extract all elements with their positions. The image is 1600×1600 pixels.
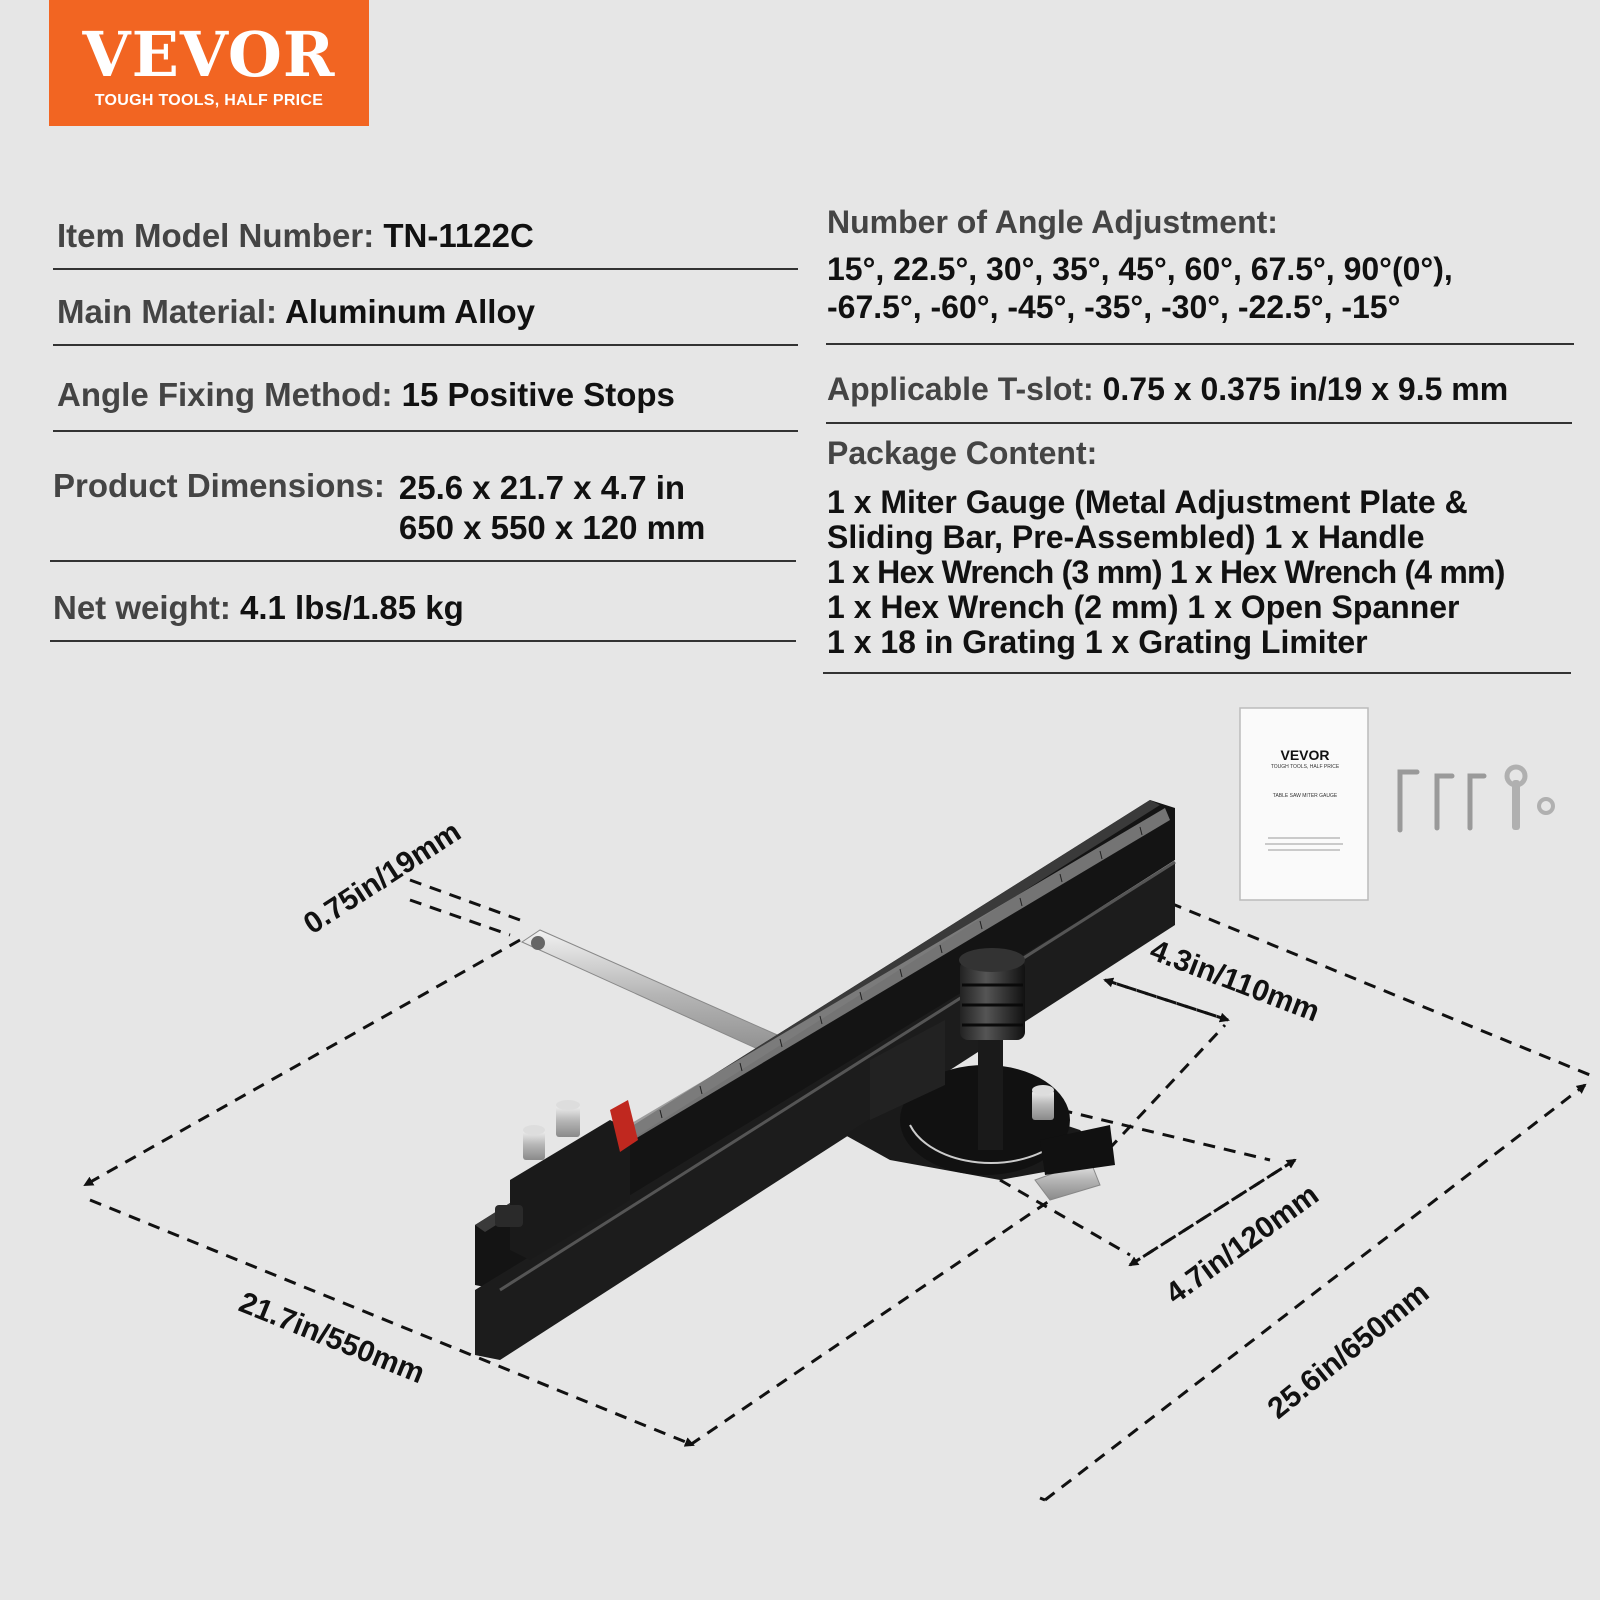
manual-title: TABLE SAW MITER GAUGE	[1272, 793, 1338, 799]
logo-tagline: TOUGH TOOLS, HALF PRICE	[94, 92, 324, 109]
spec-material-value: Aluminum Alloy	[285, 293, 535, 330]
package-line-4: 1 x Hex Wrench (2 mm) 1 x Open Spanner	[827, 589, 1460, 625]
dim-line-length-start	[1040, 1498, 1045, 1500]
spec-tslot-label: Applicable T-slot:	[827, 371, 1094, 407]
dim-label-height: 4.7in/120mm	[1159, 1178, 1325, 1311]
package-line-3: 1 x Hex Wrench (3 mm) 1 x Hex Wrench (4 mm)	[827, 554, 1505, 590]
fence-rail	[475, 800, 1175, 1360]
package-line-2: Sliding Bar, Pre-Assembled) 1 x Handle	[827, 519, 1425, 555]
spec-angles-label: Number of Angle Adjustment:	[827, 204, 1278, 240]
dim-line-front	[690, 1180, 1080, 1445]
spec-angle-fixing-value: 15 Positive Stops	[401, 376, 675, 413]
spec-material-label: Main Material:	[57, 293, 278, 330]
spec-dimensions-label: Product Dimensions:	[53, 467, 385, 504]
dim-line-bar-bottom	[410, 900, 510, 935]
instruction-manual	[1240, 708, 1368, 900]
spec-weight-label: Net weight:	[53, 589, 231, 626]
spec-package-label: Package Content:	[827, 435, 1098, 471]
hex-wrenches	[1400, 772, 1484, 830]
logo-brand: VEVOR	[82, 18, 336, 91]
package-line-5: 1 x 18 in Grating 1 x Grating Limiter	[827, 624, 1368, 660]
manual-brand: VEVOR	[1280, 747, 1330, 763]
dim-label-depth: 4.3in/110mm	[1145, 933, 1324, 1029]
dim-label-bar-width: 0.75in/19mm	[297, 815, 467, 941]
package-line-1: 1 x Miter Gauge (Metal Adjustment Plate &	[827, 484, 1468, 520]
dim-line-left-back	[85, 940, 520, 1185]
spec-angles-line-2: -67.5°, -60°, -45°, -35°, -30°, -22.5°, -15°	[827, 289, 1401, 325]
dim-line-bar-top	[410, 880, 520, 920]
spec-angle-fixing-label: Angle Fixing Method:	[57, 376, 393, 413]
spec-weight-value: 4.1 lbs/1.85 kg	[240, 589, 464, 626]
spec-tslot-value: 0.75 x 0.375 in/19 x 9.5 mm	[1102, 371, 1509, 407]
open-spanner-icon	[1507, 767, 1553, 830]
spec-model-label: Item Model Number:	[57, 217, 375, 254]
dim-label-width: 21.7in/550mm	[234, 1285, 430, 1391]
dim-line-length	[1045, 1085, 1585, 1500]
spec-dimensions-mm: 650 x 550 x 120 mm	[398, 509, 706, 546]
manual-tagline: TOUGH TOOLS, HALF PRICE	[1270, 764, 1340, 770]
spec-angles-line-1: 15°, 22.5°, 30°, 35°, 45°, 60°, 67.5°, 90°(0°),	[827, 251, 1453, 287]
dim-label-length: 25.6in/650mm	[1261, 1275, 1436, 1426]
spec-dimensions-inch: 25.6 x 21.7 x 4.7 in	[398, 469, 686, 506]
spec-model-value: TN-1122C	[383, 217, 534, 254]
